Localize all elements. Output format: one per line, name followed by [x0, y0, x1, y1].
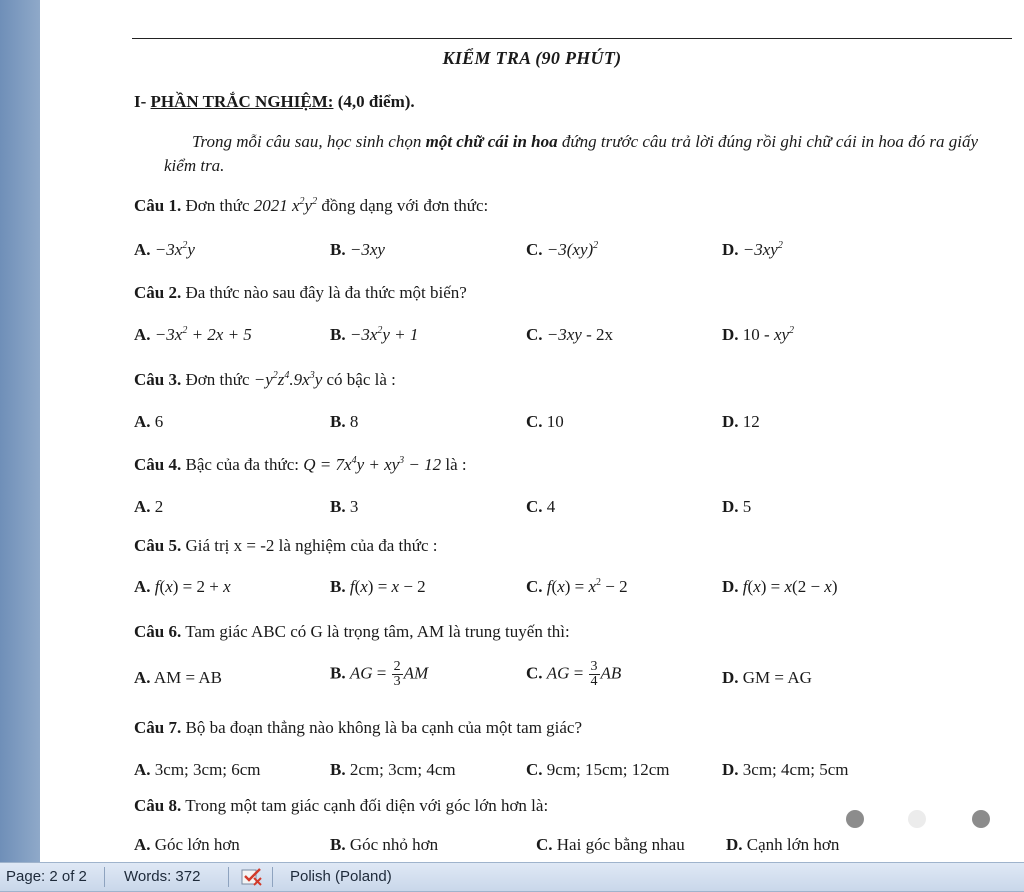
q3-option-a: A. 6: [134, 412, 164, 431]
question-3: Câu 3. Đơn thức $-y^2z^4.9x^3y$ có bậc là :: [134, 370, 396, 389]
question-1: Câu 1. Đơn thức 2021 $x^2y^2$ đồng dạng với đơn thức:: [134, 196, 489, 215]
q8-option-a: A. Góc lớn hơn: [134, 835, 240, 854]
q7-option-a: A. 3cm; 3cm; 6cm: [134, 760, 261, 779]
q4-option-b: B. 3: [330, 497, 359, 516]
dot-2: [908, 810, 926, 828]
question-8: Câu 8. Trong một tam giác cạnh đối diện với góc lớn hơn là:: [134, 796, 549, 815]
q2-option-d: D. $10 - xy^2$: [722, 325, 795, 344]
question-7: Câu 7. Bộ ba đoạn thẳng nào không là ba cạnh của một tam giác?: [134, 718, 583, 737]
q7-option-c: C. 9cm; 15cm; 12cm: [526, 760, 670, 779]
q8-option-c: C. Hai góc bằng nhau: [536, 835, 685, 854]
spell-check-icon[interactable]: [240, 866, 264, 888]
question-2: Câu 2. Đa thức nào sau đây là đa thức một biến?: [134, 283, 467, 302]
word-count[interactable]: Words: 372: [124, 868, 201, 885]
status-separator: [104, 867, 105, 887]
loading-dots: [840, 810, 1000, 830]
q7-option-d: D. 3cm; 4cm; 5cm: [722, 760, 849, 779]
q8-option-b: B. Góc nhỏ hơn: [330, 835, 439, 854]
page-title: KIỂM TRA (90 PHÚT): [442, 48, 622, 68]
q5-option-d: D. f(x) = x(2 − x): [722, 577, 838, 596]
q6-option-c: C. AG = $\frac{3}{4}$ AB: [526, 659, 622, 689]
status-bar: [0, 862, 1024, 891]
q3-option-d: D. 12: [722, 412, 760, 431]
page-count[interactable]: Page: 2 of 2: [6, 868, 87, 885]
q2-option-c: C. −3xy - 2x: [526, 325, 614, 344]
q6-option-d: D. GM = AG: [722, 668, 812, 687]
language-indicator[interactable]: Polish (Poland): [290, 868, 392, 885]
dot-3: [972, 810, 990, 828]
question-5: Câu 5. Giá trị x = -2 là nghiệm của đa thức :: [134, 536, 438, 555]
header-rule: [132, 38, 1012, 39]
q4-option-c: C. 4: [526, 497, 556, 516]
q4-option-d: D. 5: [722, 497, 752, 516]
status-separator: [272, 867, 273, 887]
q1-option-d: D. $-3xy^2$: [722, 240, 783, 259]
dot-1: [846, 810, 864, 828]
q7-option-b: B. 2cm; 3cm; 4cm: [330, 760, 456, 779]
q1-option-a: A. $-3x^2y$: [134, 240, 195, 259]
q3-option-b: B. 8: [330, 412, 359, 431]
section-heading: I- PHẦN TRẮC NGHIỆM: (4,0 điểm).: [134, 92, 415, 111]
q6-option-a: A. AM = AB: [134, 668, 223, 687]
q6-option-b: B. AG = $\frac{2}{3}$ AM: [330, 659, 429, 689]
left-gutter: [0, 0, 40, 862]
instruction-text: Trong mỗi câu sau, học sinh chọn một chữ cái in hoa đứng trước câu trả lời đúng rồi ghi chữ cái in hoa đó ra giấy kiểm tra.: [164, 132, 979, 175]
q1-option-b: B. −3xy: [330, 240, 385, 259]
q2-option-a: A. $-3x^2 + 2x + 5$: [134, 325, 252, 344]
q5-option-b: B. f(x) = x − 2: [330, 577, 426, 596]
q2-option-b: B. $-3x^2y + 1$: [330, 325, 419, 344]
q5-option-c: C. $f(x) = x^2 - 2$: [526, 577, 628, 596]
question-4: Câu 4. Bậc của đa thức: $Q = 7x^4y + xy^3 - 12$ là :: [134, 455, 467, 474]
question-6: Câu 6. Tam giác ABC có G là trọng tâm, AM là trung tuyến thì:: [134, 622, 570, 641]
document-page[interactable]: [40, 0, 1024, 862]
q5-option-a: A. f(x) = 2 + x: [134, 577, 231, 596]
q8-option-d: D. Cạnh lớn hơn: [726, 835, 840, 854]
q1-option-c: C. −3(xy)$^2$: [526, 240, 599, 259]
q3-option-c: C. 10: [526, 412, 564, 431]
q4-option-a: A. 2: [134, 497, 164, 516]
status-separator: [228, 867, 229, 887]
